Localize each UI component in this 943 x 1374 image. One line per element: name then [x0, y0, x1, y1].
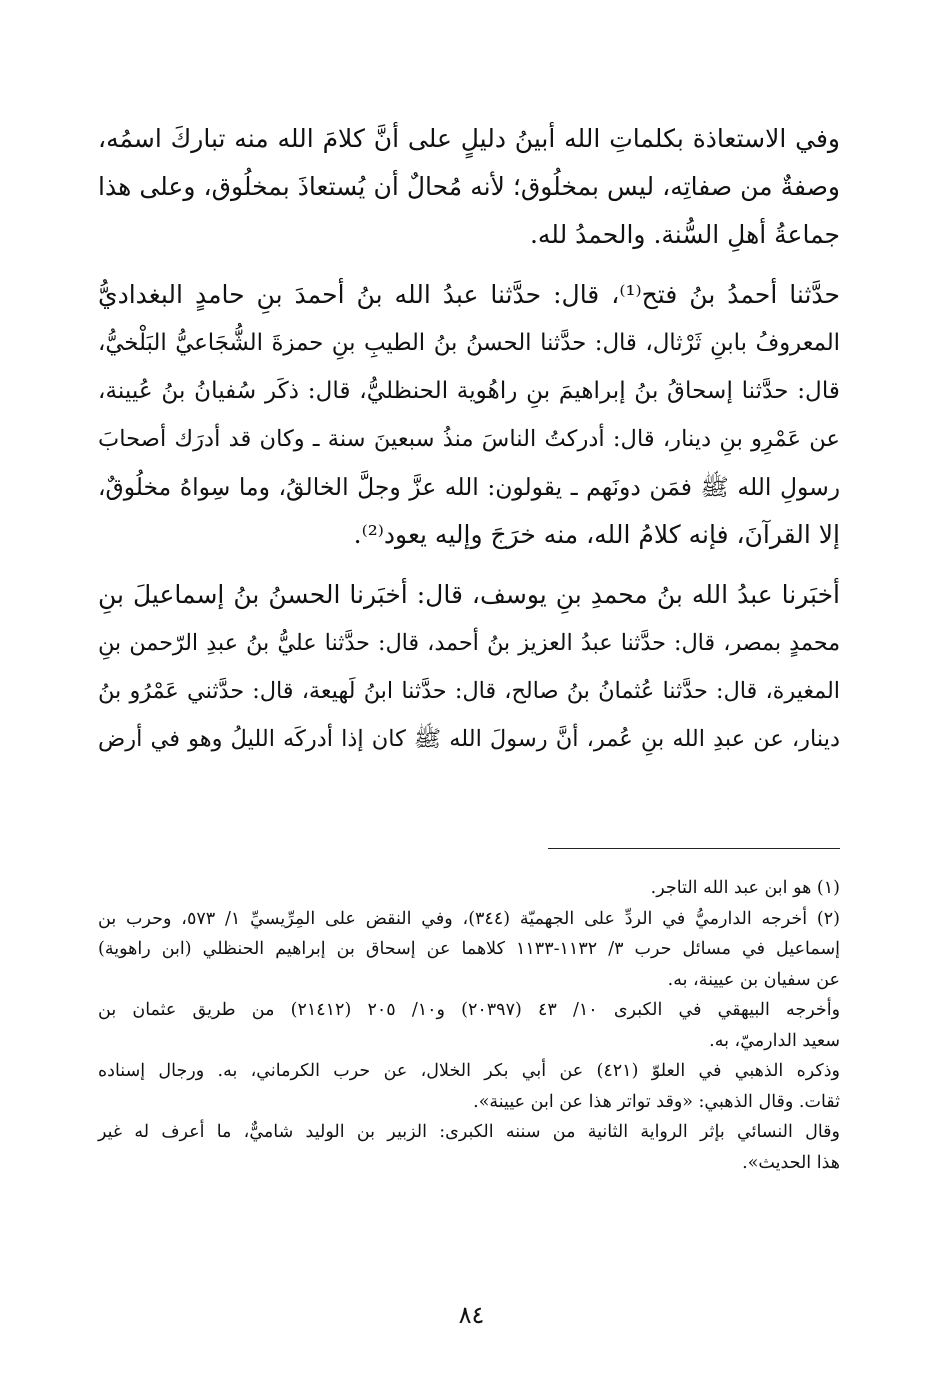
page-number: ٨٤	[458, 1301, 485, 1329]
main-text-body	[98, 115, 840, 763]
text-line: دينار، عن عبدِ الله بنِ عُمر، أنَّ رسولَ الله ﷺ كان إذا أدركَه الليلُ وهو في أرض	[98, 726, 840, 752]
footnote-separator	[548, 848, 840, 849]
text-line: وفي الاستعاذة بكلماتِ الله أبينُ دليلٍ على أنَّ كلامَ الله منه تباركَ اسمُه،	[98, 124, 840, 153]
text-line: المغيرة، قال: حدَّثنا عُثمانُ بنُ صالح، قال: حدَّثنا ابنُ لَهيعة، قال: حدَّثني عَمْرُو بنُ	[98, 678, 840, 704]
text-line: حدَّثنا أحمدُ بنُ فتح⁽¹⁾، قال: حدَّثنا عبدُ الله بنُ أحمدَ بنِ حامدٍ البغداديُّ	[98, 280, 840, 309]
footnote-line: وذكره الذهبي في العلوّ (٤٢١) عن أبي بكر الخلال، عن حرب الكرماني، به. ورجال إسناده	[98, 1061, 840, 1081]
text-line: المعروفُ بابنِ ثَرْثال، قال: حدَّثنا الحسنُ بنُ الطيبِ بنِ حمزةَ الشُّجَاعيُّ البَلْخيُّ،	[98, 330, 840, 356]
footnotes	[98, 873, 840, 1178]
text-line: جماعةُ أهلِ السُّنة. والحمدُ لله.	[529, 220, 840, 249]
paragraph-1	[98, 115, 840, 259]
footnote-2-continued-b	[98, 1056, 840, 1117]
text-line: قال: حدَّثنا إسحاقُ بنُ إبراهيمَ بنِ راهُوية الحنظليُّ، قال: ذكَر سُفيانُ بنُ عُيينة،	[98, 377, 840, 404]
paragraph-gap	[98, 259, 840, 271]
footnote-line: هذا الحديث».	[742, 1152, 840, 1173]
text-line: وصفةٌ من صفاتِه، ليس بمخلُوق؛ لأنه مُحالٌ أن يُستعاذَ بمخلُوق، وعلى هذا	[98, 172, 840, 201]
paragraph-2	[98, 271, 840, 559]
text-line: محمدٍ بمصر، قال: حدَّثنا عبدُ العزيز بنُ أحمد، قال: حدَّثنا عليُّ بنُ عبدِ الرّحمن بنِ	[98, 630, 840, 656]
footnote-2	[98, 904, 840, 996]
footnote-line: سعيد الدارميّ، به.	[709, 1030, 840, 1051]
footnote-line: وأخرجه البيهقي في الكبرى ١٠/ ٤٣ (٢٠٣٩٧) و١٠/ ٢٠٥ (٢١٤١٢) من طريق عثمان بن	[98, 1000, 841, 1020]
footnote-line: وقال النسائي بإثر الرواية الثانية من سننه الكبرى: الزبير بن الوليد شاميٌّ، ما أعرف له غير	[98, 1122, 840, 1142]
footnote-line: (١) هو ابن عبد الله التاجر.	[650, 878, 840, 898]
paragraph-3	[98, 571, 840, 763]
text-line: رسولِ الله ﷺ فمَن دونَهم ـ يقولون: الله عزَّ وجلَّ الخالقُ، وما سِواهُ مخلُوقٌ،	[98, 473, 840, 501]
footnote-line: ثقات. وقال الذهبي: «وقد تواتر هذا عن ابن عيينة».	[473, 1091, 840, 1112]
text-line: عن عَمْرِو بنِ دينار، قال: أدركتُ الناسَ منذُ سبعينَ سنة ـ وكان قد أدرَك أصحابَ	[98, 426, 840, 452]
footnote-line: إسماعيل في مسائل حرب ٣/ ١١٣٢-١١٣٣ كلاهما عن إسحاق بن إبراهيم الحنظلي (ابن راهوية)	[98, 939, 840, 959]
text-line: أخبَرنا عبدُ الله بنُ محمدِ بنِ يوسف، قال: أخبَرنا الحسنُ بنُ إسماعيلَ بنِ	[98, 580, 840, 609]
footnote-2-continued-c	[98, 1117, 840, 1178]
paragraph-gap	[98, 559, 840, 571]
footnote-2-continued-a	[98, 995, 840, 1056]
footnote-1	[98, 873, 840, 904]
footnote-line: عن سفيان بن عيينة، به.	[667, 969, 840, 990]
footnote-line: (٢) أخرجه الدارميُّ في الردِّ على الجهميّة (٣٤٤)، وفي النقض على المِرِّيسيِّ ١/ ٥٧٣، وحرب بن	[98, 908, 840, 929]
text-line: إلا القرآنَ، فإنه كلامُ الله، منه خرَجَ وإليه يعود⁽²⁾.	[353, 520, 840, 549]
